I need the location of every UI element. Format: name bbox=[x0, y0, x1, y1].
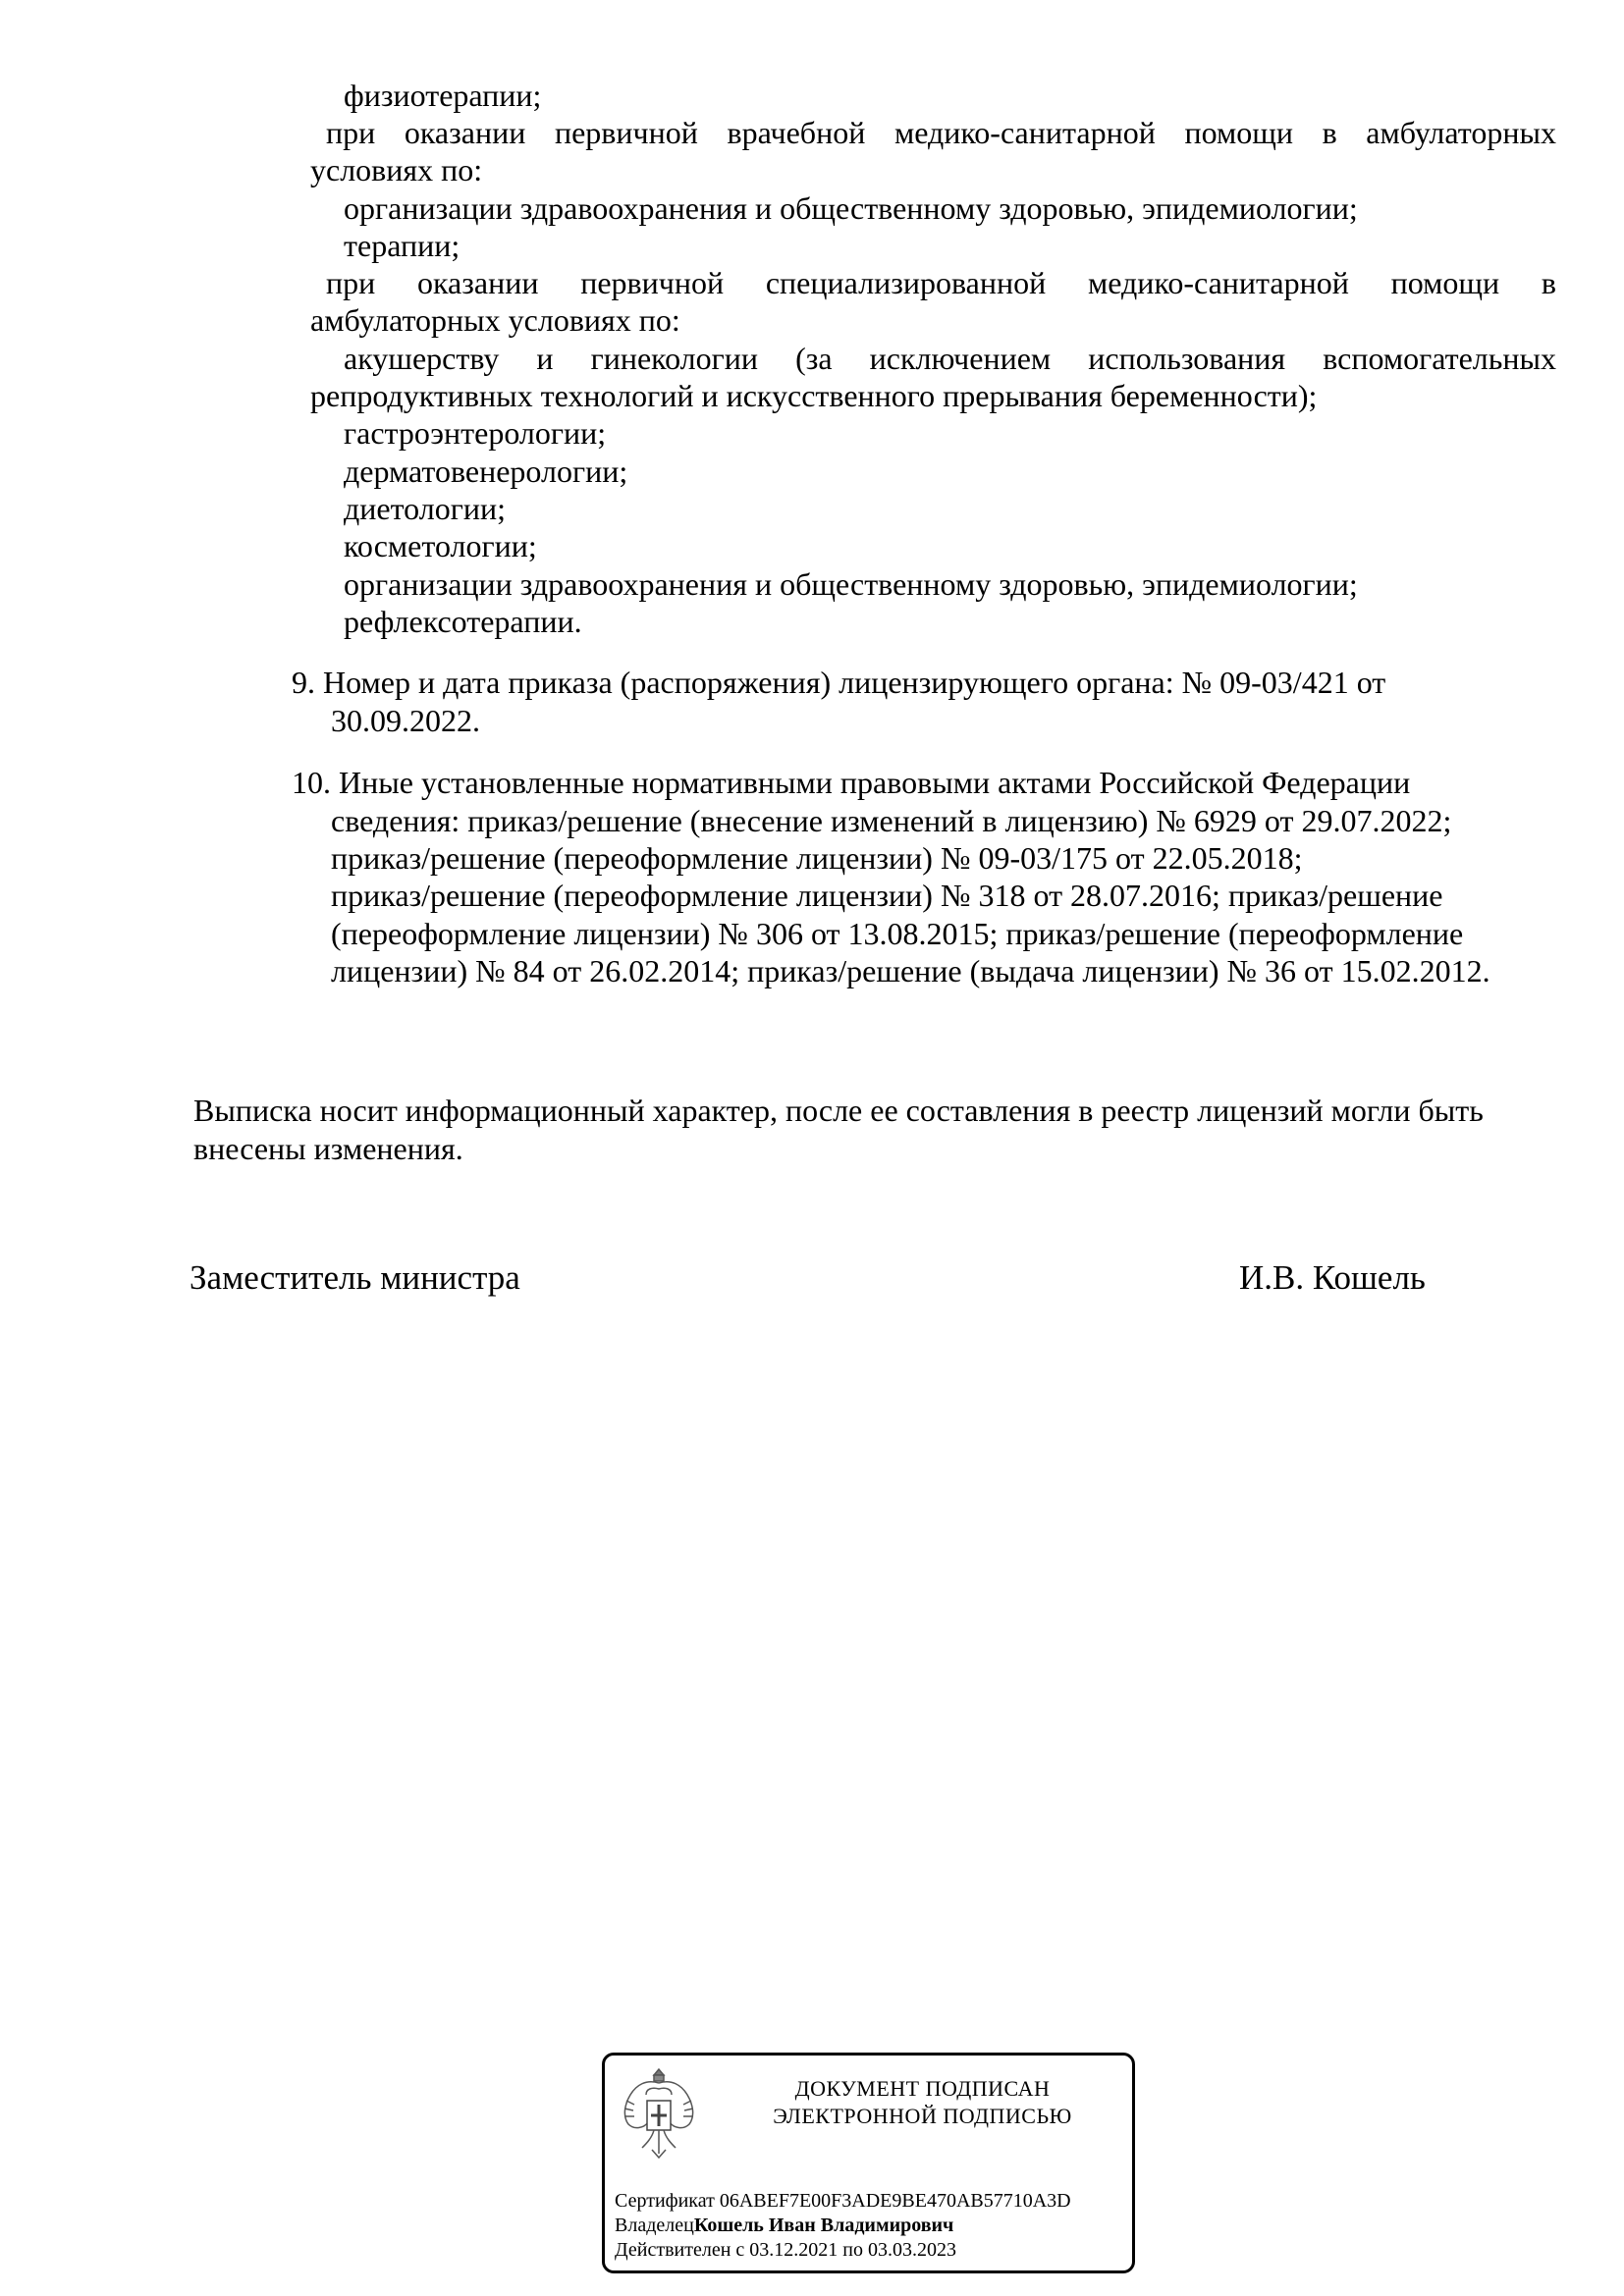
word: врачебной bbox=[727, 115, 866, 150]
stamp-title-line: ДОКУМЕНТ ПОДПИСАН bbox=[794, 2076, 1051, 2101]
certificate-row bbox=[615, 2189, 1071, 2213]
list-line: диетологии; bbox=[344, 491, 506, 526]
list-line: терапии; bbox=[344, 228, 460, 263]
word: помощи bbox=[1184, 115, 1293, 150]
owner-label: Владелец bbox=[615, 2215, 694, 2236]
list-line: амбулаторных условиях по: bbox=[310, 302, 680, 338]
list-line bbox=[326, 264, 1556, 301]
word: акушерству bbox=[344, 341, 500, 376]
item-10-line: лицензии) № 84 от 26.02.2014; приказ/решение (выдача лицензии) № 36 от 15.02.2012. bbox=[331, 953, 1490, 988]
item-10-line: сведения: приказ/решение (внесение изменений в лицензию) № 6929 от 29.07.2022; bbox=[331, 803, 1452, 838]
signatory-name: И.В. Кошель bbox=[1239, 1258, 1426, 1297]
word: оказании bbox=[416, 265, 539, 300]
word: (за bbox=[795, 341, 833, 376]
certificate-label: Сертификат bbox=[615, 2190, 715, 2212]
item-10-line: (переоформление лицензии) № 306 от 13.08.2015; приказ/решение (переоформление bbox=[331, 916, 1464, 951]
validity-row: Действителен с 03.12.2021 по 03.03.2023 bbox=[615, 2239, 956, 2261]
word: помощи bbox=[1390, 265, 1500, 300]
word: медико-санитарной bbox=[893, 115, 1156, 150]
list-line: условиях по: bbox=[310, 152, 483, 187]
word: вспомогательных bbox=[1323, 341, 1556, 376]
list-line: дерматовенерологии; bbox=[344, 454, 628, 489]
signatory-position: Заместитель министра bbox=[189, 1258, 520, 1297]
item-9-line: 9. Номер и дата приказа (распоряжения) лицензирующего органа: № 09-03/421 от bbox=[292, 665, 1386, 700]
list-line: рефлексотерапии. bbox=[344, 604, 582, 639]
word: использования bbox=[1088, 341, 1286, 376]
word: первичной bbox=[580, 265, 725, 300]
list-line: косметологии; bbox=[344, 528, 537, 563]
item-10-line: 10. Иные установленные нормативными правовыми актами Российской Федерации bbox=[292, 765, 1411, 800]
word: при bbox=[326, 115, 376, 150]
word: амбулаторных bbox=[1366, 115, 1556, 150]
list-line: репродуктивных технологий и искусственного прерывания беременности); bbox=[310, 378, 1318, 413]
disclaimer-line: внесены изменения. bbox=[193, 1131, 463, 1166]
stamp-title-line: ЭЛЕКТРОННОЙ ПОДПИСЬЮ bbox=[773, 2104, 1072, 2128]
word: гинекологии bbox=[590, 341, 759, 376]
disclaimer-line: Выписка носит информационный характер, после ее составления в реестр лицензий могли быть bbox=[193, 1093, 1484, 1128]
word: первичной bbox=[554, 115, 698, 150]
word: и bbox=[536, 341, 554, 376]
list-line: гастроэнтерологии; bbox=[344, 415, 607, 451]
item-10-line: приказ/решение (переоформление лицензии) № 318 от 28.07.2016; приказ/решение bbox=[331, 878, 1443, 913]
certificate-value: 06ABEF7E00F3ADE9BE470AB57710A3D bbox=[719, 2190, 1071, 2212]
stamp-title bbox=[723, 2075, 1122, 2130]
e-signature-stamp bbox=[602, 2053, 1135, 2273]
word: в bbox=[1541, 265, 1556, 300]
word: медико-санитарной bbox=[1087, 265, 1349, 300]
word: при bbox=[326, 265, 376, 300]
item-10-line: приказ/решение (переоформление лицензии) № 09-03/175 от 22.05.2018; bbox=[331, 840, 1303, 876]
coat-of-arms-icon bbox=[617, 2065, 701, 2163]
list-line: физиотерапии; bbox=[344, 78, 542, 113]
word: специализированной bbox=[765, 265, 1047, 300]
word: исключением bbox=[869, 341, 1052, 376]
owner-row bbox=[615, 2214, 953, 2237]
list-line bbox=[344, 340, 1556, 377]
word: оказании bbox=[404, 115, 526, 150]
list-line: организации здравоохранения и общественному здоровью, эпидемиологии; bbox=[344, 190, 1358, 226]
list-line-justified bbox=[326, 114, 1556, 151]
list-line: организации здравоохранения и общественному здоровью, эпидемиологии; bbox=[344, 566, 1358, 602]
word: в bbox=[1322, 115, 1337, 150]
owner-value: Кошель Иван Владимирович bbox=[693, 2215, 954, 2236]
item-9-line: 30.09.2022. bbox=[331, 703, 480, 738]
